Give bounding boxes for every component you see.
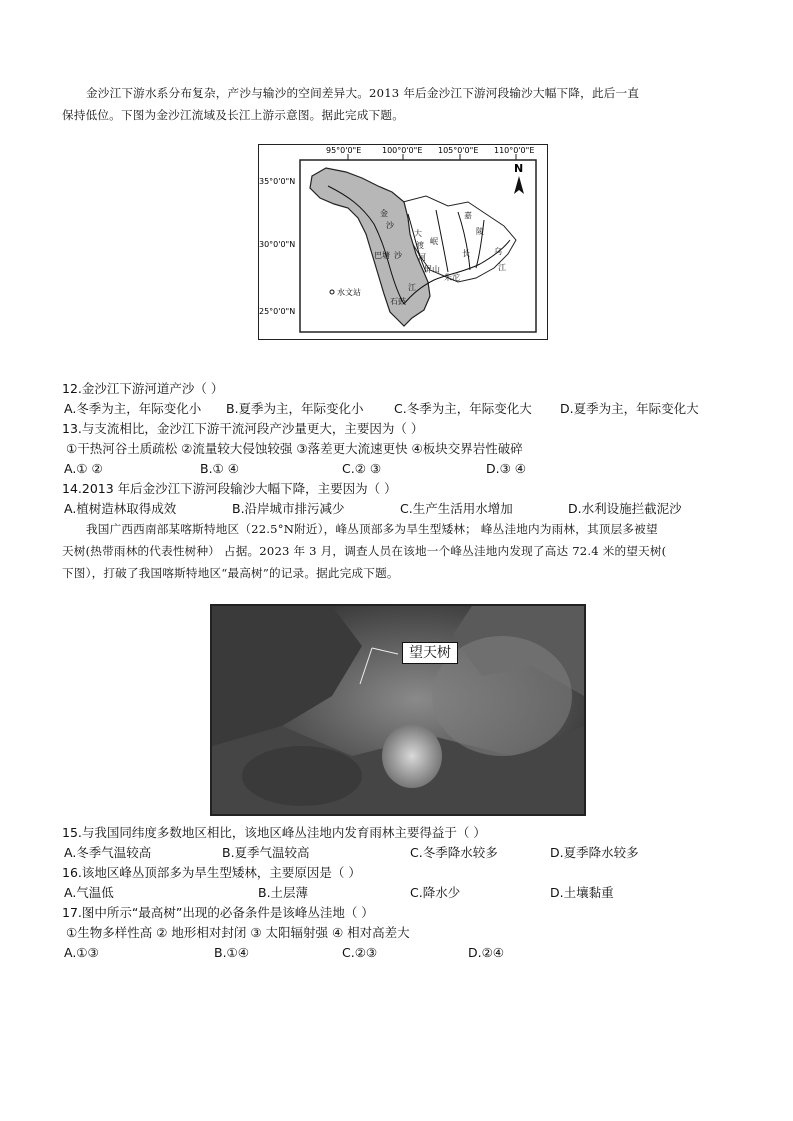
label-du: 渡 <box>416 241 424 250</box>
question-17-options <box>62 944 752 962</box>
q14-option-b[interactable]: B.沿岸城市排污减少 <box>232 501 345 516</box>
label-jia: 嘉 <box>464 211 472 220</box>
q13-option-a[interactable]: A.① ② <box>64 461 103 476</box>
passage-2-line-3: 下图），打破了我国喀斯特地区“最高树”的记录。据此完成下题。 <box>62 566 399 580</box>
q14-option-a[interactable]: A.植树造林取得成效 <box>64 501 177 516</box>
label-jin: 金 <box>380 209 388 218</box>
label-sha: 沙 <box>386 221 394 230</box>
map-graphic <box>258 144 548 340</box>
passage-2-line-1: 我国广西西南部某喀斯特地区（22.5°N附近），峰丛顶部多为旱生型矮林； 峰丛洼地内为雨林，其顶层多被望 <box>86 522 658 536</box>
passage-1 <box>62 82 752 126</box>
passage-2 <box>62 518 752 584</box>
passage-2-line-2: 天树(热带雨林的代表性树种） 占据。2023 年 3 月，调查人员在该地一个峰丛洼地内发现了高达 72.4 米的望天树( <box>62 544 667 558</box>
question-16-options <box>62 884 752 902</box>
question-13-items: ①干热河谷土质疏松 ②流量较大侵蚀较强 ③落差更大流速更快 ④板块交界岩性破碎 <box>66 441 523 456</box>
q15-option-b[interactable]: B.夏季气温较高 <box>222 845 310 860</box>
question-17-stem: 17.图中所示“最高树”出现的必备条件是该峰丛洼地（ ） <box>62 905 374 920</box>
question-12-stem: 12.金沙江下游河道产沙（ ） <box>62 381 224 396</box>
q12-option-b[interactable]: B.夏季为主，年际变化小 <box>226 401 364 416</box>
lon-label-95: 95°0'0"E <box>326 146 362 155</box>
jinsha-river-basin-map <box>258 144 548 340</box>
label-da: 大 <box>414 229 422 238</box>
q16-option-c[interactable]: C.降水少 <box>410 885 461 900</box>
q15-option-a[interactable]: A.冬季气温较高 <box>64 845 152 860</box>
label-ling: 陵 <box>476 227 484 236</box>
question-16-stem: 16.该地区峰丛顶部多为旱生型矮林，主要原因是（ ） <box>62 865 361 880</box>
label-he: 河 <box>418 253 426 262</box>
q17-option-d[interactable]: D.②④ <box>468 945 505 960</box>
lon-label-110: 110°0'0"E <box>494 146 535 155</box>
question-17-items: ①生物多样性高 ② 地形相对封闭 ③ 太阳辐射强 ④ 相对高差大 <box>66 925 410 940</box>
q16-option-a[interactable]: A.气温低 <box>64 885 114 900</box>
label-min: 岷 <box>430 237 438 246</box>
q12-option-a[interactable]: A.冬季为主，年际变化小 <box>64 401 202 416</box>
q16-option-b[interactable]: B.土层薄 <box>258 885 309 900</box>
q13-option-c[interactable]: C.② ③ <box>342 461 382 476</box>
label-sha-2: 沙 <box>394 251 402 260</box>
label-batang: 巴塘 <box>374 251 390 260</box>
question-12-options <box>62 400 752 418</box>
legend-hydro-station: 水文站 <box>337 288 361 297</box>
question-13-options <box>62 460 752 478</box>
lon-label-100: 100°0'0"E <box>382 146 423 155</box>
lat-label-35: 35°0'0"N <box>259 177 296 186</box>
q12-option-d[interactable]: D.夏季为主，年际变化大 <box>560 401 699 416</box>
label-jiang: 江 <box>408 283 416 292</box>
lon-label-105: 105°0'0"E <box>438 146 479 155</box>
q17-option-a[interactable]: A.①③ <box>64 945 99 960</box>
q17-option-c[interactable]: C.②③ <box>342 945 378 960</box>
label-jiang-2: 江 <box>498 263 506 272</box>
label-shigu: 石鼓 <box>390 297 406 306</box>
question-14-stem: 14.2013 年后金沙江下游河段输沙大幅下降，主要因为（ ） <box>62 481 397 496</box>
q13-option-d[interactable]: D.③ ④ <box>486 461 526 476</box>
question-15-stem: 15.与我国同纬度多数地区相比，该地区峰丛洼地内发育雨林主要得益于（ ） <box>62 825 486 840</box>
wangtianshu-label: 望天树 <box>402 642 458 664</box>
q12-option-c[interactable]: C.冬季为主，年际变化大 <box>394 401 532 416</box>
label-chang: 长 <box>462 249 470 258</box>
passage-1-line-2: 保持低位。下图为金沙江流域及长江上游示意图。据此完成下题。 <box>62 108 405 122</box>
q14-option-d[interactable]: D.水利设施拦截泥沙 <box>568 501 682 516</box>
passage-1-line-1: 金沙江下游水系分布复杂，产沙与输沙的空间差异大。2013 年后金沙江下游河段输沙大幅下降，此后一直 <box>86 86 640 100</box>
q16-option-d[interactable]: D.土壤黏重 <box>550 885 614 900</box>
lat-label-30: 30°0'0"N <box>259 240 296 249</box>
q14-option-c[interactable]: C.生产生活用水增加 <box>400 501 513 516</box>
question-15-options <box>62 844 752 862</box>
q15-option-d[interactable]: D.夏季降水较多 <box>550 845 639 860</box>
lat-label-25: 25°0'0"N <box>259 307 296 316</box>
question-13-stem: 13.与支流相比，金沙江下游干流河段产沙量更大，主要因为（ ） <box>62 421 424 436</box>
north-label: N <box>514 162 524 175</box>
q17-option-b[interactable]: B.①④ <box>214 945 249 960</box>
q13-option-b[interactable]: B.① ④ <box>200 461 239 476</box>
wangtianshu-photo <box>210 604 586 816</box>
label-zhutuo: 朱沱 <box>444 273 460 282</box>
label-wu: 乌 <box>494 247 502 256</box>
q15-option-c[interactable]: C.冬季降水较多 <box>410 845 498 860</box>
karst-forest-photo <box>212 606 584 814</box>
label-pingshan: 屏山 <box>424 265 440 274</box>
question-14-options <box>62 500 752 518</box>
